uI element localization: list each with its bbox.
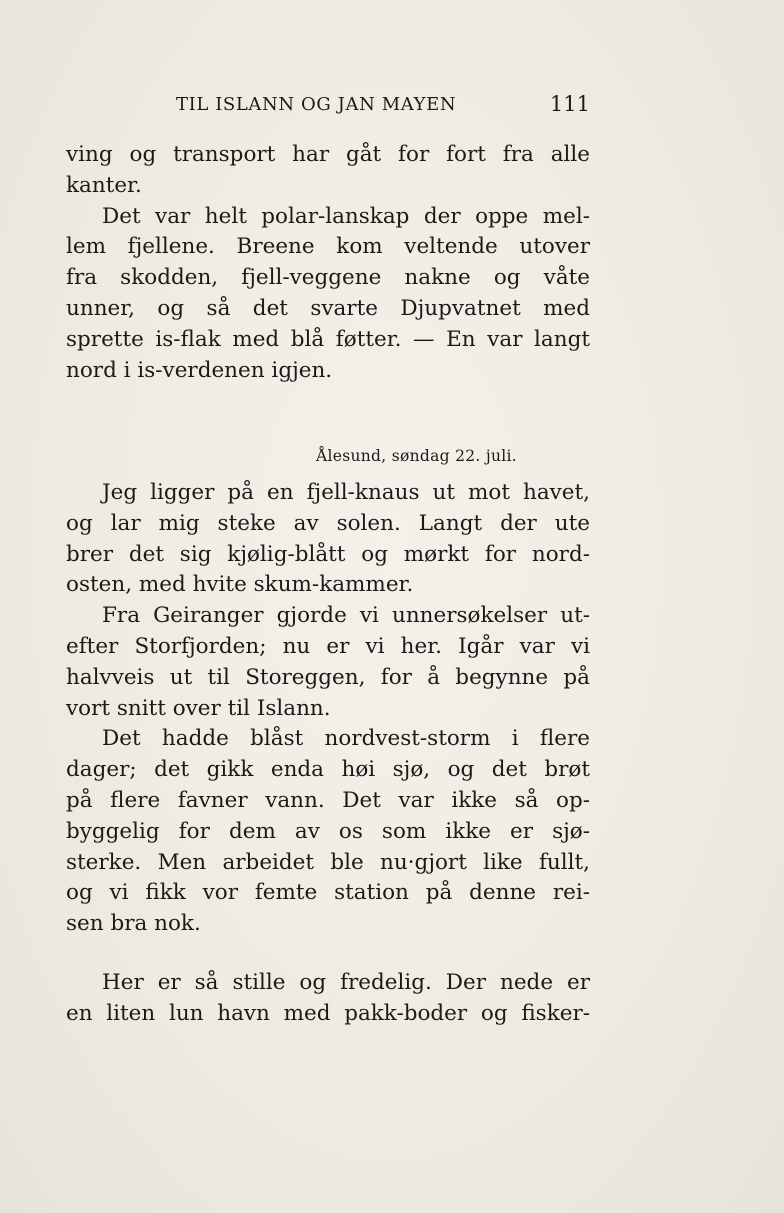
text-line: vort snitt over til Islann. xyxy=(66,695,331,721)
page-header xyxy=(66,92,590,122)
text-line: Det hadde blåst nordvest-storm i flere xyxy=(102,726,590,752)
text-line: efter Storfjorden; nu er vi her. Igår var vi xyxy=(66,633,590,659)
text-block-1 xyxy=(66,140,590,386)
text-line: lem fjellene. Breene kom veltende utover xyxy=(66,234,590,260)
text-line: dager; det gikk enda høi sjø, og det brøt xyxy=(66,757,590,783)
text-line: Her er så stille og fredelig. Der nede er xyxy=(102,970,590,995)
text-line: brer det sig kjølig-blått og mørkt for nord- xyxy=(66,541,590,567)
text-line: Jeg ligger på en fjell-knaus ut mot havet, xyxy=(102,480,590,505)
page-number: 111 xyxy=(549,92,590,116)
text-block-3 xyxy=(66,968,590,1030)
text-line: kanter. xyxy=(66,172,142,198)
text-line: sen bra nok. xyxy=(66,911,201,937)
running-title: TIL ISLANN OG JAN MAYEN xyxy=(176,94,457,115)
text-line: sprette is-flak med blå føtter. — En var langt xyxy=(66,326,590,352)
text-line: unner, og så det svarte Djupvatnet med xyxy=(66,295,590,321)
text-line: en liten lun havn med pakk-boder og fisker- xyxy=(66,1000,590,1026)
text-line: osten, med hvite skum-kammer. xyxy=(66,572,414,598)
text-line: og lar mig steke av solen. Langt der ute xyxy=(66,510,590,536)
dateline: Ålesund, søndag 22. juli. xyxy=(316,447,518,465)
text-line: Fra Geiranger gjorde vi unnersøkelser ut- xyxy=(102,603,590,629)
text-line: ving og transport har gåt for fort fra alle xyxy=(66,142,590,167)
text-line: på flere favner vann. Det var ikke så op- xyxy=(66,787,590,813)
text-line: og vi fikk vor femte station på denne rei- xyxy=(66,880,590,906)
text-line: sterke. Men arbeidet ble nu·gjort like fullt, xyxy=(66,849,590,875)
text-block-2 xyxy=(66,478,590,940)
text-line: byggelig for dem av os som ikke er sjø- xyxy=(66,818,590,844)
text-line: nord i is-verdenen igjen. xyxy=(66,357,333,383)
text-line: fra skodden, fjell-veggene nakne og våte xyxy=(66,265,590,291)
text-line: halvveis ut til Storeggen, for å begynne på xyxy=(66,664,590,690)
text-line: Det var helt polar-lanskap der oppe mel- xyxy=(102,203,590,229)
